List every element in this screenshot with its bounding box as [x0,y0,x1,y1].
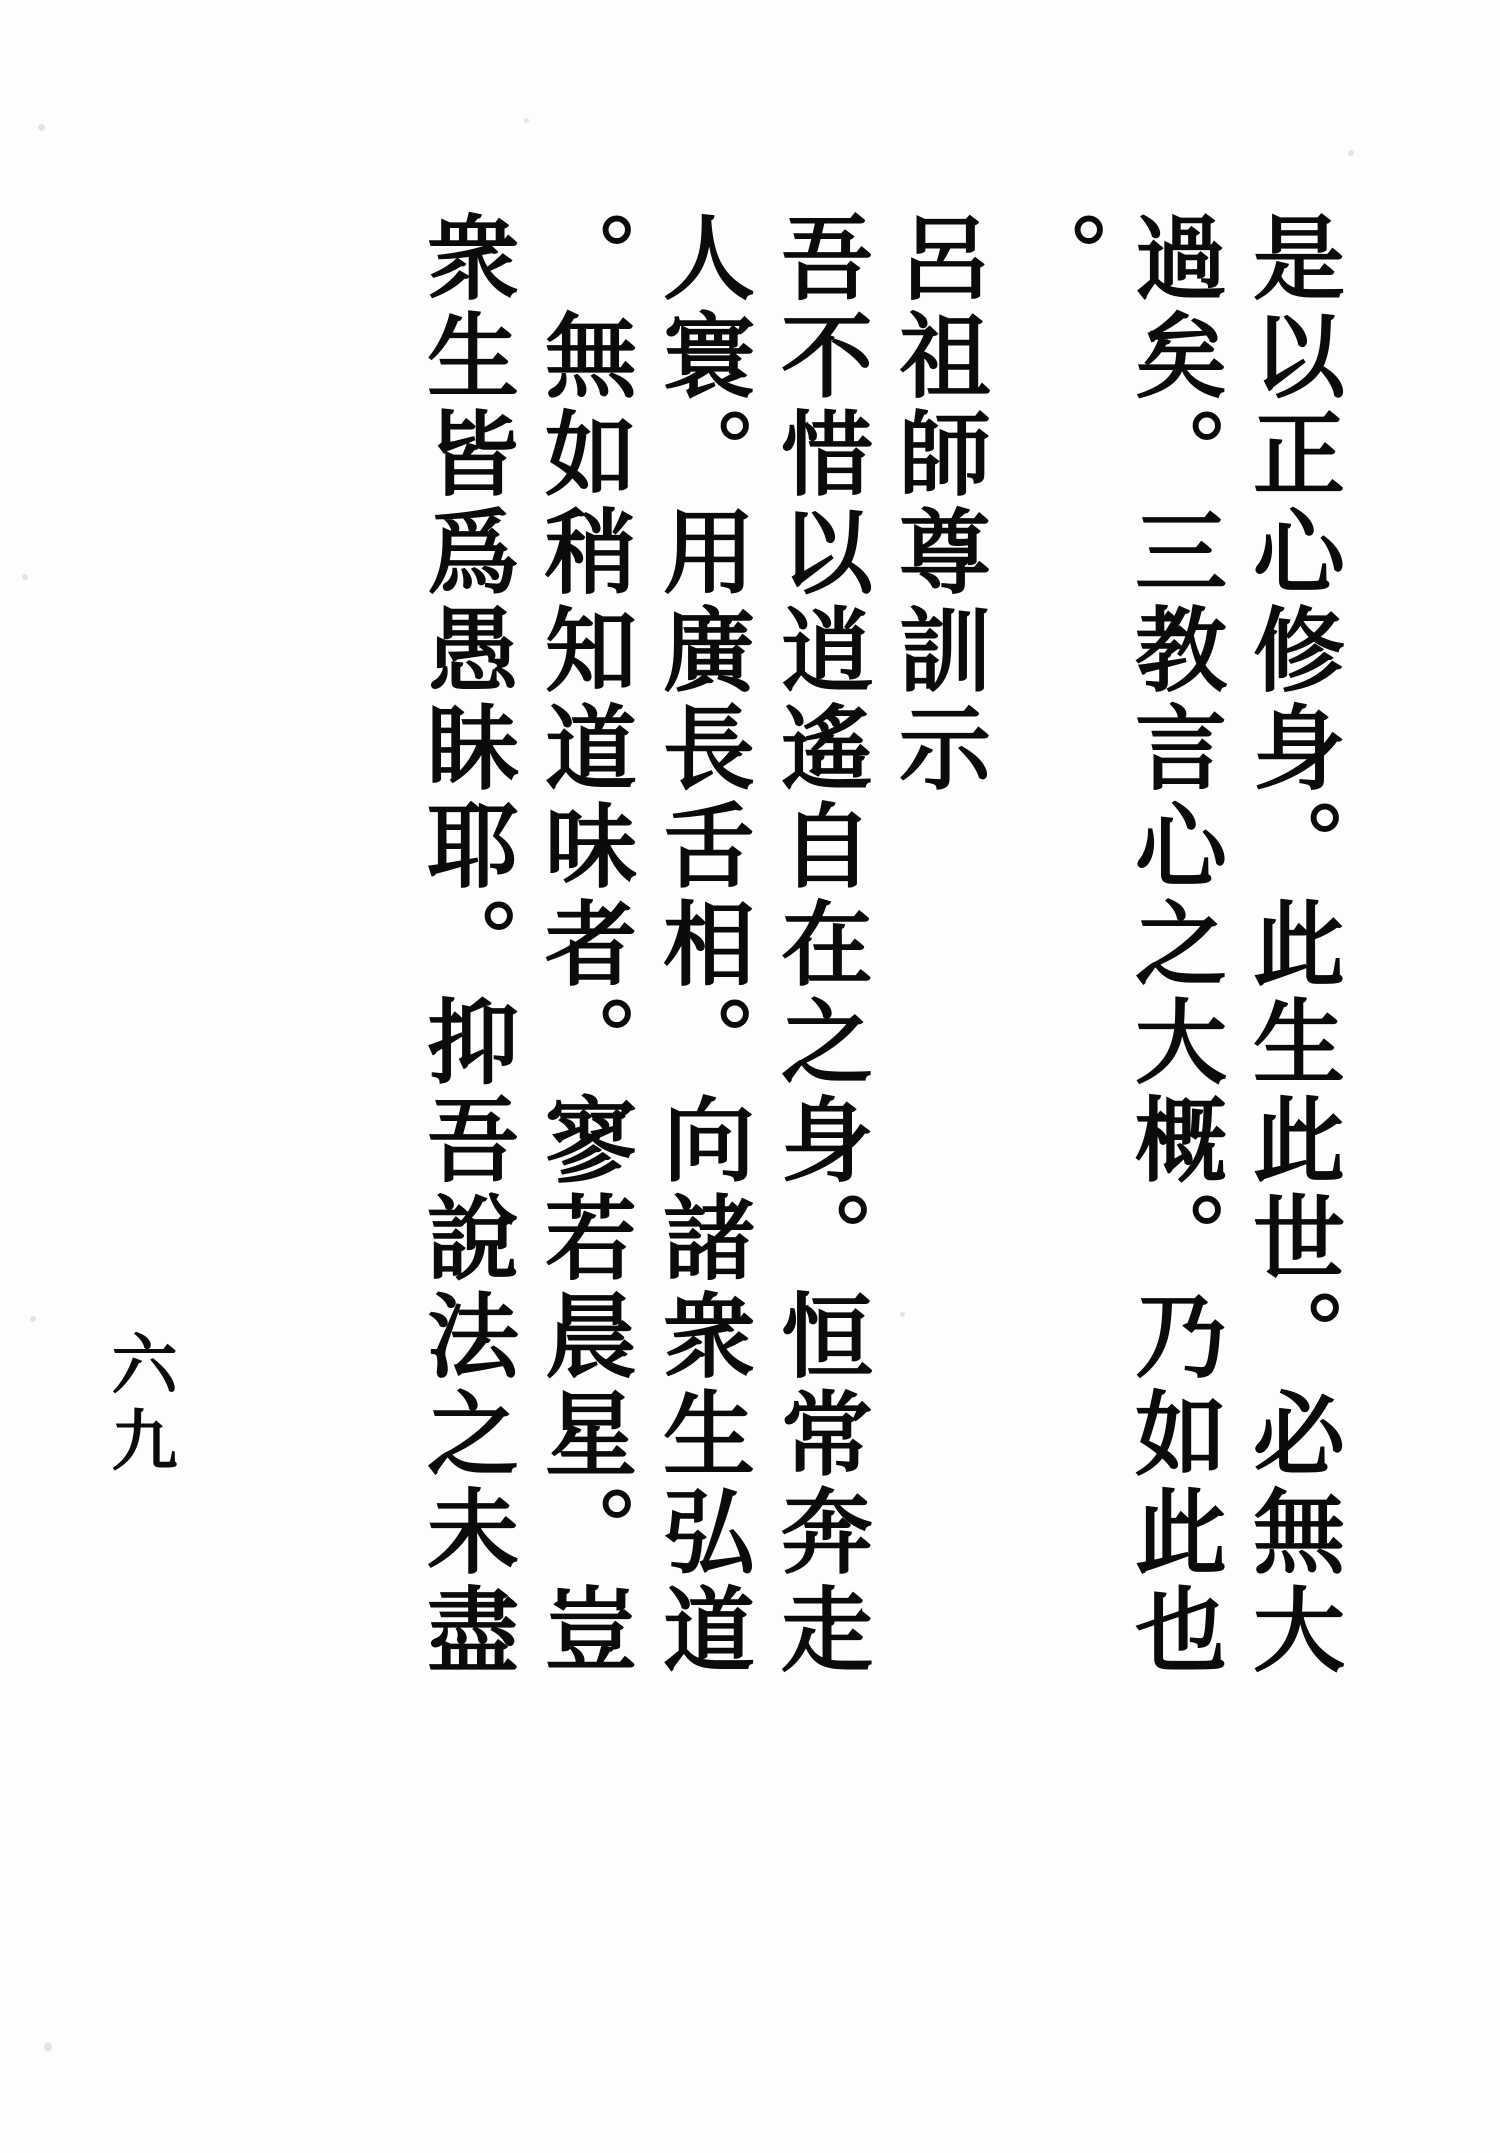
text-column-2: 過矣。三教言心之大概。乃如此也 [1120,210,1228,1680]
scan-speck [1348,150,1354,156]
text-column-7: 。無如稍知道味者。寥若晨星。豈 [530,210,638,1680]
vertical-text-body [150,210,1346,1970]
text-column-4-heading: 呂祖師尊訓示 [884,210,992,798]
text-column-5: 吾不惜以逍遙自在之身。恒常奔走 [766,210,874,1680]
scan-speck [30,1316,36,1322]
scan-speck [22,574,28,580]
scan-speck [524,118,529,123]
page-number: 六九 [100,1330,178,1482]
text-column-8: 衆生皆爲愚眛耶。抑吾說法之未盡 [412,210,520,1680]
scan-speck [44,2042,52,2052]
scan-speck [38,124,45,131]
text-column-6: 人寰。用廣長舌相。向諸衆生弘道 [648,210,756,1680]
text-column-1: 是以正心修身。此生此世。必無大 [1238,210,1346,1680]
text-column-3: 。 [1002,210,1110,308]
